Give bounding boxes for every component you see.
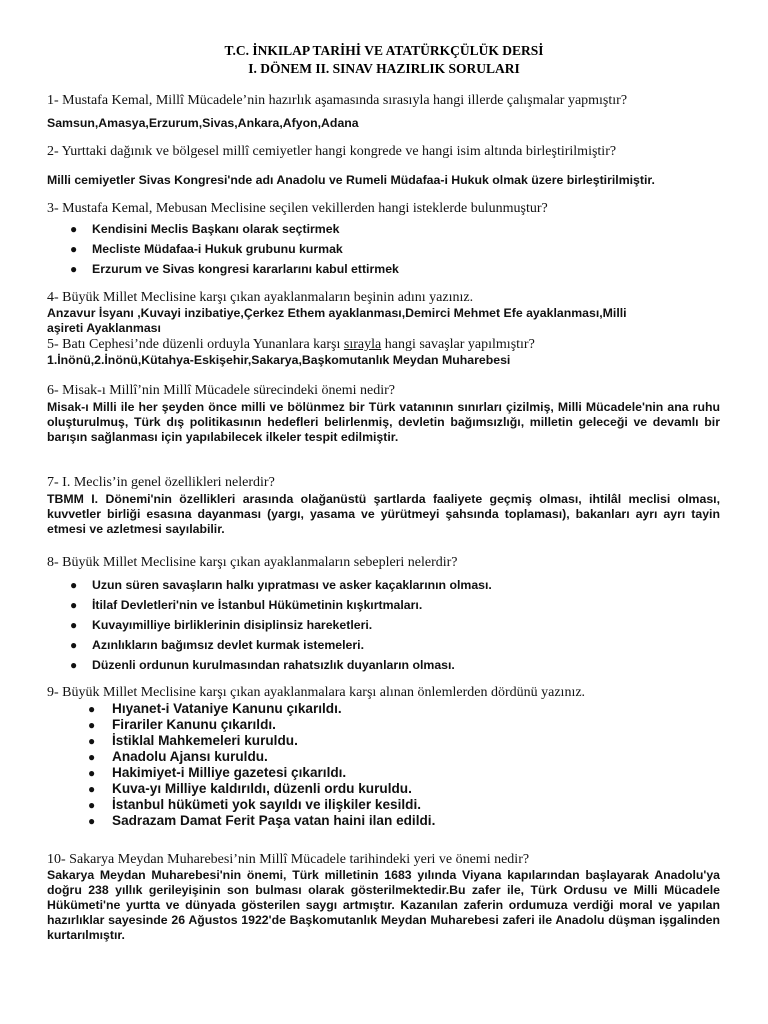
- bullet-icon: ●: [88, 750, 96, 764]
- underlined-word: sırayla: [343, 337, 382, 352]
- answer-6: Misak-ı Milli ile her şeyden önce milli ve bölünmez bir Türk vatanının sınırları çizilmiş, Milli Mücadele'nin ana ruhu oluşturulmuş, Türk dış politikasının hedefleri belirlenmiş, devletin bağımsızlığı, milletin geleceği ve devamlı bir barışın sağlanması için yapılabilecek ilkeler tespit edilmiştir.: [47, 400, 720, 444]
- list-item: ● Uzun süren savaşların halkı yıpratması ve asker kaçaklarının olması.: [70, 575, 492, 595]
- answer-10: Sakarya Meydan Muharebesi'nin önemi, Türk milletinin 1683 yılında Viyana kapılarından başlayarak Anadolu'ya doğru 238 yıllık gerileyişinin son bulması olarak gösterilmektedir.Bu zafer ile, Türk Ordusu ve Milli Mücadele Hükümeti'ne yurtta ve dünyada gösterilen saygı artmıştır. Kazanılan zaferin ordumuza verdiği moral ve yapılan hazırlıklar sayesinde 26 Ağustos 1922'de Başkomutanlık Meydan Muharebesi zaferi ile Anadolu düşman işgalinden kurtarılmıştır.: [47, 868, 720, 942]
- bullet-icon: ●: [70, 638, 78, 652]
- list-item: ● Kuvayımilliye birliklerinin disiplinsiz hareketleri.: [70, 615, 492, 635]
- bullet-icon: ●: [70, 222, 78, 236]
- question-10: 10- Sakarya Meydan Muharebesi’nin Millî Mücadele tarihindeki yeri ve önemi nedir?: [47, 852, 530, 867]
- list-item: ● Kuva-yı Milliye kaldırıldı, düzenli ordu kuruldu.: [88, 781, 412, 796]
- question-8: 8- Büyük Millet Meclisine karşı çıkan ayaklanmaların sebepleri nelerdir?: [47, 555, 458, 570]
- bullet-icon: ●: [88, 718, 96, 732]
- list-item: ● Firariler Kanunu çıkarıldı.: [88, 717, 276, 732]
- question-4: 4- Büyük Millet Meclisine karşı çıkan ayaklanmaların beşinin adını yazınız.: [47, 290, 474, 305]
- answer-4-line1: Anzavur İsyanı ,Kuvayi inzibatiye,Çerkez Ethem ayaklanması,Demirci Mehmet Efe ayaklanması,Milli: [47, 306, 627, 320]
- bullet-icon: ●: [70, 262, 78, 276]
- bullet-icon: ●: [88, 814, 96, 828]
- list-item: ● İtilaf Devletleri'nin ve İstanbul Hükümetinin kışkırtmaları.: [70, 595, 492, 615]
- answer-4-line2: aşireti Ayaklanması: [47, 321, 161, 335]
- question-5: 5- Batı Cephesi’nde düzenli orduyla Yunanlara karşı sırayla hangi savaşlar yapılmıştır?: [47, 337, 535, 352]
- list-item: ● Sadrazam Damat Ferit Paşa vatan haini ilan edildi.: [88, 813, 436, 828]
- list-item: ● Mecliste Müdafaa-i Hukuk grubunu kurmak: [70, 239, 399, 259]
- bullet-icon: ●: [70, 578, 78, 592]
- answer-3-list: [70, 219, 399, 279]
- answer-2: Milli cemiyetler Sivas Kongresi'nde adı Anadolu ve Rumeli Müdafaa-i Hukuk olmak üzere birleştirilmiştir.: [47, 173, 655, 187]
- answer-1: Samsun,Amasya,Erzurum,Sivas,Ankara,Afyon,Adana: [47, 116, 359, 130]
- question-1: 1- Mustafa Kemal, Millî Mücadele’nin hazırlık aşamasında sırasıyla hangi illerde çalışmalar yapmıştır?: [47, 93, 628, 108]
- list-item: ● Azınlıkların bağımsız devlet kurmak istemeleri.: [70, 635, 492, 655]
- bullet-icon: ●: [88, 782, 96, 796]
- bullet-icon: ●: [88, 702, 96, 716]
- document-title-line1: T.C. İNKILAP TARİHİ VE ATATÜRKÇÜLÜK DERSİ: [224, 43, 544, 58]
- answer-9-list: [88, 701, 435, 829]
- bullet-icon: ●: [88, 734, 96, 748]
- bullet-icon: ●: [70, 658, 78, 672]
- list-item: ● Anadolu Ajansı kuruldu.: [88, 749, 268, 764]
- list-item: ● Hakimiyet-i Milliye gazetesi çıkarıldı.: [88, 765, 347, 780]
- bullet-icon: ●: [70, 618, 78, 632]
- bullet-icon: ●: [70, 242, 78, 256]
- question-6: 6- Misak-ı Millî’nin Millî Mücadele sürecindeki önemi nedir?: [47, 383, 395, 398]
- document-title-line2: I. DÖNEM II. SINAV HAZIRLIK SORULARI: [248, 61, 520, 76]
- list-item: ● Kendisini Meclis Başkanı olarak seçtirmek: [70, 219, 399, 239]
- list-item: ● Düzenli ordunun kurulmasından rahatsızlık duyanların olması.: [70, 655, 492, 675]
- question-7: 7- I. Meclis’in genel özellikleri nelerdir?: [47, 475, 275, 490]
- bullet-icon: ●: [70, 598, 78, 612]
- list-item: ● İstiklal Mahkemeleri kuruldu.: [88, 733, 298, 748]
- question-9: 9- Büyük Millet Meclisine karşı çıkan ayaklanmalara karşı alınan önlemlerden dördünü yazınız.: [47, 685, 586, 700]
- question-3: 3- Mustafa Kemal, Mebusan Meclisine seçilen vekillerden hangi isteklerde bulunmuştur?: [47, 201, 548, 216]
- list-item: ● İstanbul hükümeti yok sayıldı ve ilişkiler kesildi.: [88, 797, 421, 812]
- answer-7: TBMM I. Dönemi'nin özellikleri arasında olağanüstü şartlarda faaliyete geçmiş olması, ihtilâl meclisi olması, kuvvetler birliği esasına dayanması (yargı, yasama ve yürütmeyi şahsında toplaması), bakanları ayrı ayrı tayin etmesi ve azletmesi sayılabilir.: [47, 492, 720, 536]
- question-2: 2- Yurttaki dağınık ve bölgesel millî cemiyetler hangi kongrede ve hangi isim altında birleştirilmiştir?: [47, 144, 617, 159]
- answer-8-list: [70, 575, 492, 675]
- bullet-icon: ●: [88, 798, 96, 812]
- list-item: ● Hıyanet-i Vataniye Kanunu çıkarıldı.: [88, 701, 342, 716]
- bullet-icon: ●: [88, 766, 96, 780]
- list-item: ● Erzurum ve Sivas kongresi kararlarını kabul ettirmek: [70, 259, 399, 279]
- answer-5: 1.İnönü,2.İnönü,Kütahya-Eskişehir,Sakarya,Başkomutanlık Meydan Muharebesi: [47, 353, 511, 367]
